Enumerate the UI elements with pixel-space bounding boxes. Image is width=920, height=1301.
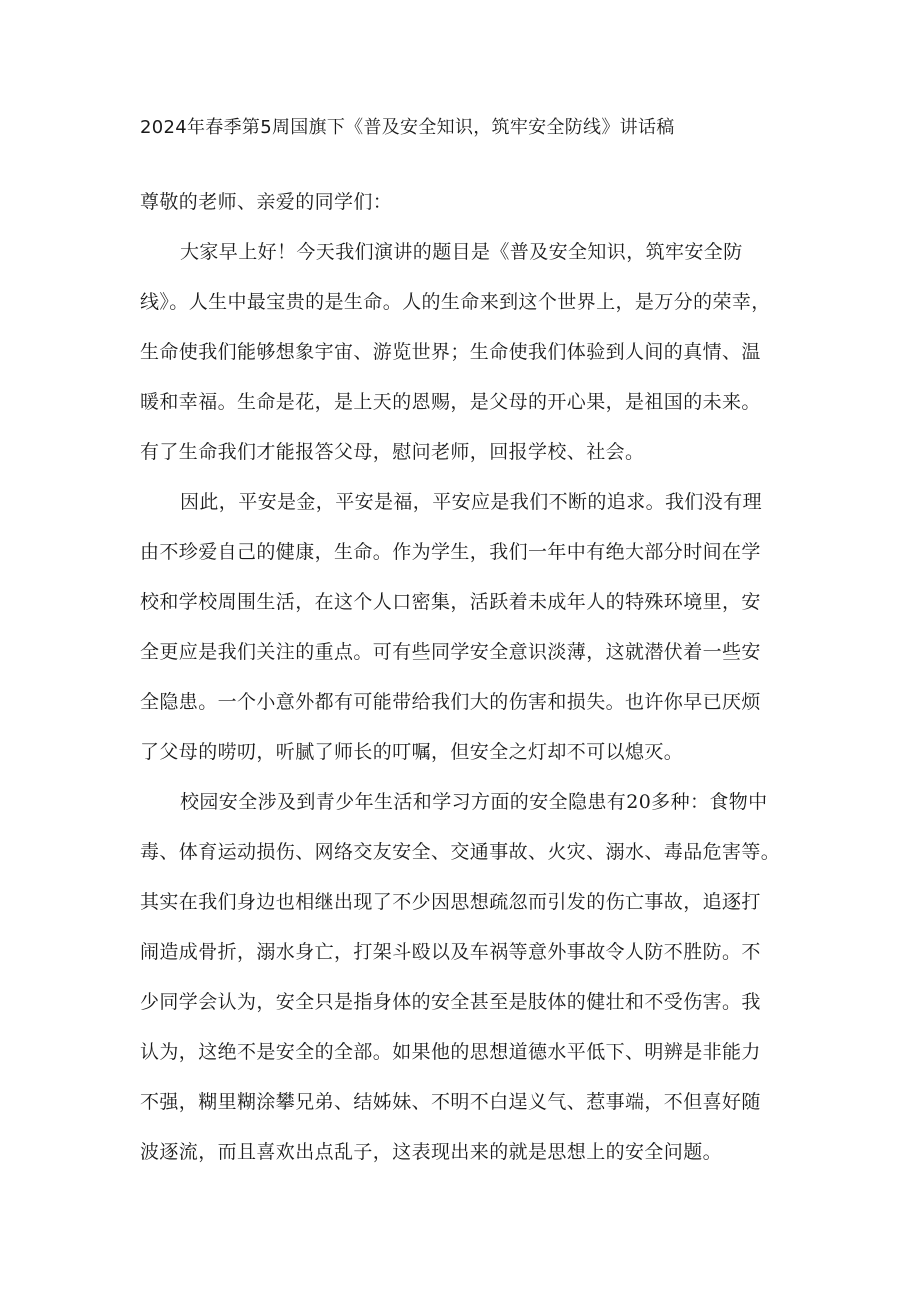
paragraph-2 (140, 477, 792, 777)
paragraph-line: 少同学会认为，安全只是指身体的安全甚至是肢体的健壮和不受伤害。我 (140, 991, 761, 1013)
document-body (140, 177, 792, 1177)
paragraph-line: 因此，平安是金，平安是福，平安应是我们不断的追求。我们没有理 (180, 491, 763, 513)
paragraph-line: 校园安全涉及到青少年生活和学习方面的安全隐患有20多种：食物中 (180, 791, 768, 813)
salutation: 尊敬的老师、亲爱的同学们： (140, 191, 393, 213)
paragraph-line: 生命使我们能够想象宇宙、游览世界；生命使我们体验到人间的真情、温 (140, 341, 761, 363)
paragraph-line: 线》。人生中最宝贵的是生命。人的生命来到这个世界上，是万分的荣幸， (140, 291, 771, 313)
paragraph-line: 不强，糊里糊涂攀兄弟、结姊妹、不明不白逞义气、惹事端，不但喜好随 (140, 1091, 761, 1113)
paragraph-line: 闹造成骨折，溺水身亡，打架斗殴以及车祸等意外事故令人防不胜防。不 (140, 941, 761, 963)
paragraph-line: 毒、体育运动损伤、网络交友安全、交通事故、火灾、溺水、毒品危害等。 (140, 841, 781, 863)
paragraph-3 (140, 777, 792, 1177)
paragraph-line: 全更应是我们关注的重点。可有些同学安全意识淡薄，这就潜伏着一些安 (140, 641, 761, 663)
paragraph-line: 校和学校周围生活，在这个人口密集，活跃着未成年人的特殊环境里，安 (140, 591, 761, 613)
paragraph-line: 由不珍爱自己的健康，生命。作为学生，我们一年中有绝大部分时间在学 (140, 541, 761, 563)
paragraph-line: 暖和幸福。生命是花，是上天的恩赐，是父母的开心果，是祖国的未来。 (140, 391, 761, 413)
paragraph-line: 大家早上好！今天我们演讲的题目是《普及安全知识，筑牢安全防 (180, 241, 743, 263)
paragraph-line: 认为，这绝不是安全的全部。如果他的思想道德水平低下、明辨是非能力 (140, 1041, 761, 1063)
paragraph-line: 全隐患。一个小意外都有可能带给我们大的伤害和损失。也许你早已厌烦 (140, 691, 761, 713)
paragraph-1 (140, 227, 792, 477)
paragraph-line: 了父母的唠叨，听腻了师长的叮嘱，但安全之灯却不可以熄灭。 (140, 741, 684, 763)
document-title: 2024年春季第5周国旗下《普及安全知识，筑牢安全防线》讲话稿 (140, 117, 675, 138)
paragraph-line: 其实在我们身边也相继出现了不少因思想疏忽而引发的伤亡事故，追逐打 (140, 891, 761, 913)
paragraph-line: 波逐流，而且喜欢出点乱子，这表现出来的就是思想上的安全问题。 (140, 1141, 723, 1163)
paragraph-line: 有了生命我们才能报答父母，慰问老师，回报学校、社会。 (140, 441, 645, 463)
